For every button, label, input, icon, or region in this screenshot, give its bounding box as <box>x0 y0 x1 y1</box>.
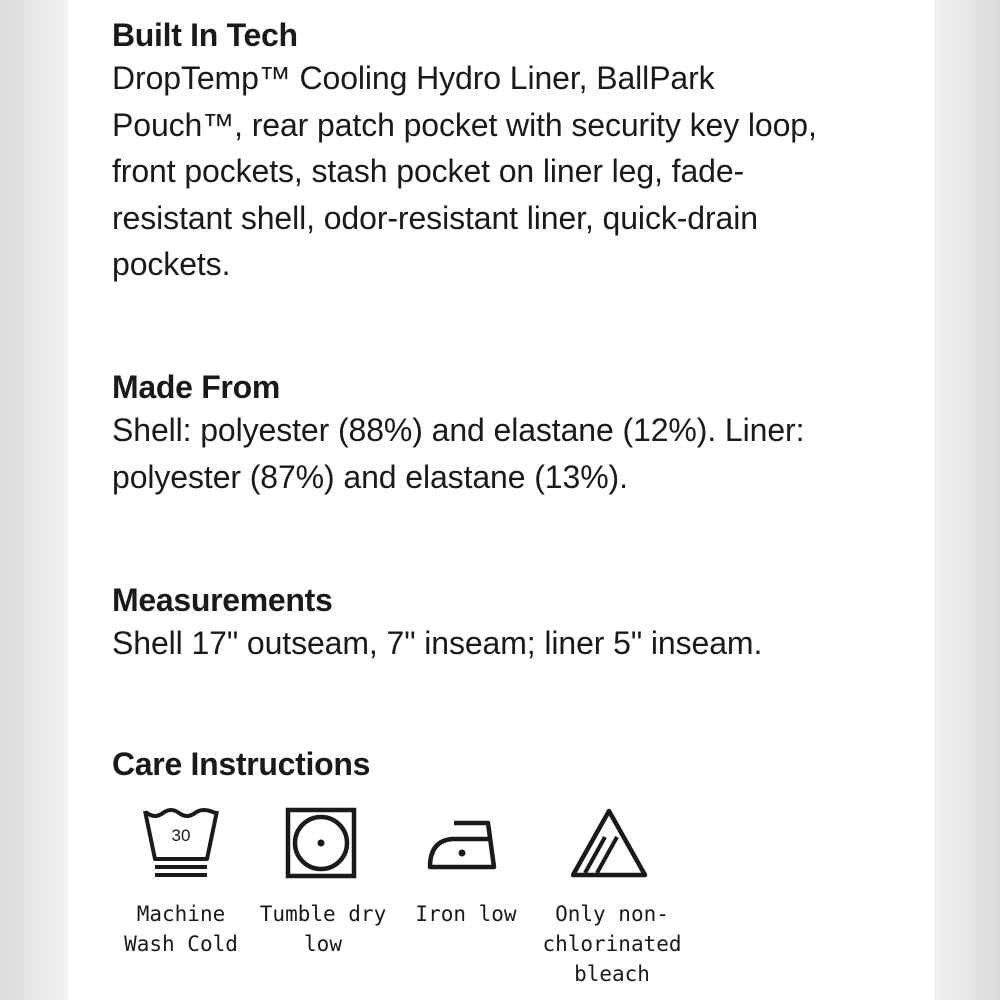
measurements-section <box>112 581 912 667</box>
tumble-dry-low-icon <box>283 807 363 887</box>
care-label <box>391 899 541 929</box>
care-label-line: Machine <box>136 902 226 926</box>
section-title: Made From <box>112 369 280 405</box>
section-title: Built In Tech <box>112 17 298 53</box>
body-line: Pouch™, rear patch pocket with security key loop, <box>112 106 817 143</box>
non-chlorine-bleach-icon <box>571 807 651 887</box>
body-line: pockets. <box>112 246 231 282</box>
section-body <box>112 55 912 288</box>
body-line: DropTemp™ Cooling Hydro Liner, BallPark <box>112 60 715 96</box>
care-label-line: low <box>304 932 342 956</box>
care-label-line: Iron low <box>415 902 517 926</box>
care-label <box>106 899 256 959</box>
section-body <box>112 620 912 667</box>
body-line: resistant shell, odor-resistant liner, quick-drain <box>112 199 758 236</box>
wash-temp-label: 30 <box>171 826 191 845</box>
built-in-tech-section <box>112 16 912 288</box>
care-icons-row <box>100 807 700 997</box>
wash-tub-30-icon <box>141 807 221 887</box>
section-title: Measurements <box>112 582 333 618</box>
care-label-line: chlorinated <box>542 932 682 956</box>
body-line: Shell: polyester (88%) and elastane (12%). Liner: <box>112 412 805 448</box>
care-label-line: Wash Cold <box>124 932 238 956</box>
care-label <box>248 899 398 959</box>
background-right-edge <box>930 0 1000 1000</box>
background-left-edge <box>0 0 70 1000</box>
body-line: polyester (87%) and elastane (13%). <box>112 458 628 495</box>
body-line: front pockets, stash pocket on liner leg, fade- <box>112 153 745 189</box>
care-label-line: bleach <box>574 962 650 986</box>
care-label-line: Tumble dry <box>259 902 387 926</box>
iron-low-icon <box>426 807 506 887</box>
care-instructions-section <box>112 745 912 783</box>
product-details-card <box>68 0 934 1000</box>
care-label <box>537 899 687 989</box>
made-from-section <box>112 368 912 500</box>
body-line: Shell 17" outseam, 7" inseam; liner 5" inseam. <box>112 625 763 661</box>
section-body <box>112 407 912 500</box>
section-title: Care Instructions <box>112 746 371 782</box>
care-label-line: Only non- <box>555 902 669 926</box>
